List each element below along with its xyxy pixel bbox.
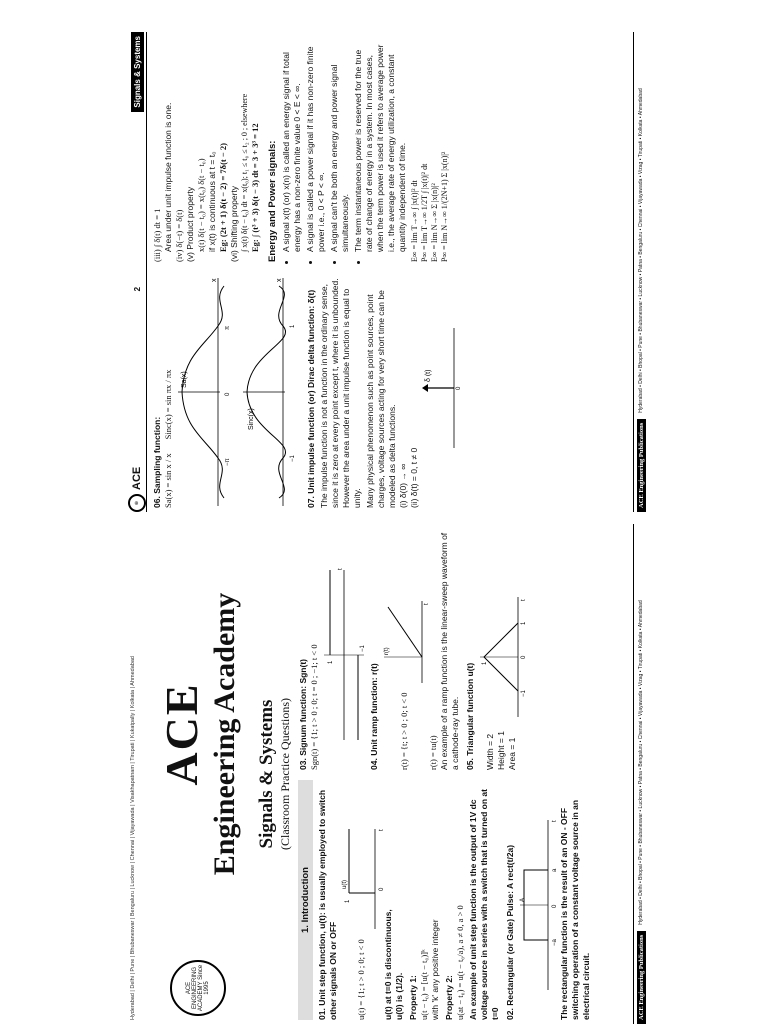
right-column bbox=[298, 530, 526, 770]
energy-bullet-3: • A signal can't be both an energy and power signal simultaneously. bbox=[329, 36, 351, 252]
page-number: 2 bbox=[132, 286, 142, 292]
ramp-label: r(t) bbox=[384, 646, 390, 655]
step-t: t bbox=[379, 829, 385, 832]
unit-step-graph bbox=[339, 823, 383, 933]
footer-cities: Hyderabad • Delhi • Bhopal • Pune • Bhubaneswar • Lucknow • Patna • Bengaluru • Chennai • Vijayawada • Vizag • Tirupati • Kolkata • Ahmedabad bbox=[638, 88, 644, 413]
brand-main: ACE bbox=[155, 682, 207, 786]
prop-vi: (vi) Shifting property bbox=[229, 185, 239, 262]
formula-power-ct: P∞ = lim T→∞ 1/2T ∫ |x(t)|² dt bbox=[420, 163, 429, 262]
left-column bbox=[298, 780, 592, 1020]
subject-title: Signals & Systems bbox=[256, 699, 277, 849]
q04-desc: An example of a ramp function is the linear-sweep waveform of a cathode-ray tube. bbox=[439, 532, 460, 770]
q02-desc: The rectangular function is the result of an ON - OFF switching operation of a constant voltage source in an electrical circuit. bbox=[559, 799, 591, 1020]
q07-number: 07. bbox=[306, 496, 316, 508]
triangle-graph bbox=[476, 591, 526, 721]
prop-iii-note: Area under unit impulse function is one. bbox=[163, 102, 173, 252]
q07-title: Unit impulse function (or) Dirac delta function: δ(t) bbox=[306, 289, 316, 494]
left-column bbox=[152, 268, 463, 508]
formula-power-dt: P∞ = lim N→∞ 1/(2N+1) Σ |x(n)|² bbox=[440, 151, 449, 262]
q06-sinc-formula: Sinc(x) = sin πx / πx bbox=[163, 369, 173, 440]
prop1-formula: u(t − t₀) = [u(t − t₀)]ᵏ bbox=[419, 949, 429, 1020]
subject-block bbox=[256, 524, 293, 1024]
intro-heading: 1. Introduction bbox=[298, 780, 313, 1020]
tri-neg-one: −1 bbox=[521, 690, 527, 697]
prop1-title: Property 1: bbox=[408, 975, 418, 1020]
prop-v: (v) Product property bbox=[185, 186, 195, 262]
energy-list bbox=[281, 36, 408, 262]
impulse-label: δ (t) bbox=[425, 369, 432, 382]
ramp-t: t bbox=[424, 602, 430, 605]
sa-tick-zero: 0 bbox=[225, 392, 231, 396]
prop-iii: (iii) ∫ δ(t) dt = 1 bbox=[152, 208, 162, 262]
page-footer bbox=[633, 32, 648, 512]
sinc-tick-neg: −1 bbox=[290, 455, 296, 462]
tri-zero: 0 bbox=[521, 655, 527, 659]
prop2-title: Property 2: bbox=[444, 975, 454, 1020]
rect-amp: A bbox=[520, 897, 526, 902]
rect-t: t bbox=[552, 820, 558, 822]
rect-pos-a: a bbox=[552, 868, 558, 872]
sinc-tick-pos: 1 bbox=[290, 324, 296, 328]
q01-number: 01. bbox=[317, 1008, 327, 1020]
sa-label: Sa(x) bbox=[181, 371, 188, 388]
prop-vi1: ∫ x(t) δ(t − t₀) dt = x(t₀); t₁ ≤ t₀ ≤ t₂ ; 0 ; elsewhere bbox=[240, 93, 249, 252]
q05-number: 05. bbox=[465, 758, 475, 770]
sgn-minus-one: −1 bbox=[360, 645, 366, 652]
rect-zero: 0 bbox=[552, 904, 558, 908]
page-footer bbox=[633, 524, 648, 1024]
q01-example: An example of unit step function is the output of 1V dc voltage source in series with a switch that is turned on at t=0 bbox=[468, 789, 500, 1020]
q07-prop-i: (i) δ(0) → ∞ bbox=[398, 463, 408, 508]
q05-width: Width = 2 bbox=[484, 733, 495, 770]
prop-v2: if x(t) is continuous at t = t₀ bbox=[207, 151, 217, 252]
prop-iv: (iv) δ(−t) = δ(t) bbox=[174, 209, 184, 262]
prop1-note: with 'k' any positive integer bbox=[430, 919, 440, 1020]
sa-graph bbox=[174, 272, 236, 508]
q04-title: Unit ramp function: r(t) bbox=[369, 663, 379, 756]
logo-text: ACE ENGINEERING ACADEMY Since 1995 bbox=[186, 964, 210, 1012]
step-one: 1 bbox=[345, 899, 351, 904]
ramp-graph bbox=[380, 597, 428, 687]
q01-formula: u(t) = {1; t > 0 ; 0; t < 0 bbox=[355, 939, 366, 1020]
rect-neg-a: −a bbox=[552, 939, 558, 946]
q07-desc2: Many physical phenomenon such as point sources, point charges, voltage sources acting for very short time can be modeled as delta functions. bbox=[365, 290, 397, 508]
q04-number: 04. bbox=[369, 758, 379, 770]
tri-one: 1 bbox=[482, 661, 488, 665]
sa-tick-pos: π bbox=[225, 325, 231, 330]
formula-energy-ct: E∞ = lim T→∞ ∫ |x(t)|² dt bbox=[410, 180, 419, 262]
energy-bullet-2: • A signal is called a power signal if it has non-zero finite power i.e., 0 < P < ∞. bbox=[305, 36, 327, 252]
title-block bbox=[142, 526, 254, 1016]
sgn-t: t bbox=[338, 568, 344, 570]
energy-bullet-4: • The term instantaneous power is reserved for the true rate of change of energy in a system. In most cases, when the term power is used it refers to average power i.e., the average rate of energy utilization, a constant quantity independent of time. bbox=[353, 36, 408, 252]
subject-subtitle: (Classroom Practice Questions) bbox=[278, 698, 292, 850]
q06-number: 06. bbox=[152, 496, 162, 508]
tri-pos-one: 1 bbox=[521, 621, 527, 625]
q07-desc1: The impulse function is not a function in the ordinary sense, since it is zero at every point except t, where it is unbounded. However the area under a unit impulse function is equal to unity. bbox=[319, 278, 362, 508]
rect-pulse-graph bbox=[516, 784, 556, 1020]
prop-vi2: Eg: ∫ (t³ + 3) δ(t − 3) dt = 3 + 3³ = 12 bbox=[250, 123, 260, 252]
prop2-formula: u(at − t₀) = u(t − t₀/a), a ≠ 0, a > 0 bbox=[455, 905, 465, 1020]
step-zero: 0 bbox=[379, 887, 385, 892]
q04-eq: r(t) = tu(t) bbox=[428, 735, 438, 770]
q05-area: Area = 1 bbox=[506, 737, 517, 770]
sinc-x-label: x bbox=[276, 278, 283, 282]
q05-height: Height = 1 bbox=[495, 731, 506, 770]
ace-logo-icon: ⊕ bbox=[128, 494, 146, 512]
q06-sa-formula: Sa(x) = sin x / x bbox=[163, 453, 173, 508]
step-label: u(t) bbox=[342, 880, 348, 890]
formula-energy-dt: E∞ = lim N→∞ Σ |x(n)|² bbox=[430, 183, 439, 262]
page-header bbox=[128, 32, 147, 512]
q04-formula: r(t) = {t; t > 0 ; 0; t < 0 bbox=[398, 692, 409, 770]
sgn-one: 1 bbox=[328, 660, 334, 664]
sinc-label: Sinc(x) bbox=[248, 408, 255, 430]
q06-title: Sampling function: bbox=[152, 416, 162, 494]
impulse-graph bbox=[420, 272, 460, 508]
q01-note2: u(0) is (1/2). bbox=[394, 972, 404, 1020]
right-column bbox=[152, 36, 450, 262]
q03-number: 03. bbox=[298, 758, 308, 770]
q03-formula: Sgn(t) = {1; t > 0 ; 0; t = 0 ; −1; t < 0 bbox=[309, 644, 319, 770]
sa-tick-neg: −π bbox=[225, 458, 231, 466]
academy-logo-icon bbox=[170, 960, 226, 1016]
sa-x-label: x bbox=[211, 278, 218, 282]
footer-cities: Hyderabad • Delhi • Bhopal • Pune • Bhubaneswar • Lucknow • Patna • Bengaluru • Chennai • Vijayawada • Vizag • Tirupati • Kolkata • Ahmedabad bbox=[638, 600, 644, 925]
signum-graph bbox=[320, 534, 366, 770]
page-1 bbox=[128, 524, 648, 1024]
q01-note1: u(t) at t=0 is discontinuous, bbox=[383, 909, 393, 1020]
header-cities: Hyderabad | Delhi | Pune | Bhubaneswar | Bengaluru | Lucknow | Chennai | Vijayawada | Visakhapatnam | Tirupati | Kukatpally | Kolkata | Ahmedabad bbox=[130, 656, 136, 1020]
page-2 bbox=[128, 32, 648, 512]
impulse-zero: 0 bbox=[456, 386, 462, 390]
header-badge: Signals & Systems bbox=[131, 32, 144, 112]
footer-publisher: ACE Engineering Publications bbox=[637, 931, 646, 1024]
brand-sub: Engineering Academy bbox=[207, 592, 241, 876]
impulse-arrowhead bbox=[422, 384, 428, 392]
q07-prop-ii: (ii) δ(t) = 0, t ≠ 0 bbox=[409, 447, 419, 508]
prop-v3: Eg: (2t + 1) δ(t − 2) = 7δ(t − 2) bbox=[218, 143, 228, 252]
energy-heading: Energy and Power signals: bbox=[267, 140, 278, 262]
q03-title: Signum function: Sgn(t) bbox=[298, 659, 308, 756]
energy-bullet-1: • A signal x(t) (or) x(n) is called an energy signal if total energy has a non-zero finite value 0 < E < ∞. bbox=[281, 36, 303, 252]
q01-title: Unit step function, u(t): is usually employed to switch other signals ON or OFF bbox=[317, 789, 338, 1020]
q02-number: 02. bbox=[505, 1008, 515, 1020]
footer-publisher: ACE Engineering Publications bbox=[637, 419, 646, 512]
tri-t: t bbox=[521, 599, 527, 601]
header-logo: ACE bbox=[131, 466, 143, 490]
q05-title: Triangular function u(t) bbox=[465, 662, 475, 756]
prop-v1: x(t) δ(t − t₀) = x(t₀) δ(t − t₀) bbox=[196, 158, 206, 252]
ramp-line bbox=[388, 607, 422, 657]
q02-title: Rectangular (or Gate) Pulse: A rect(t/2a) bbox=[505, 844, 515, 1006]
sinc-graph bbox=[239, 272, 301, 508]
